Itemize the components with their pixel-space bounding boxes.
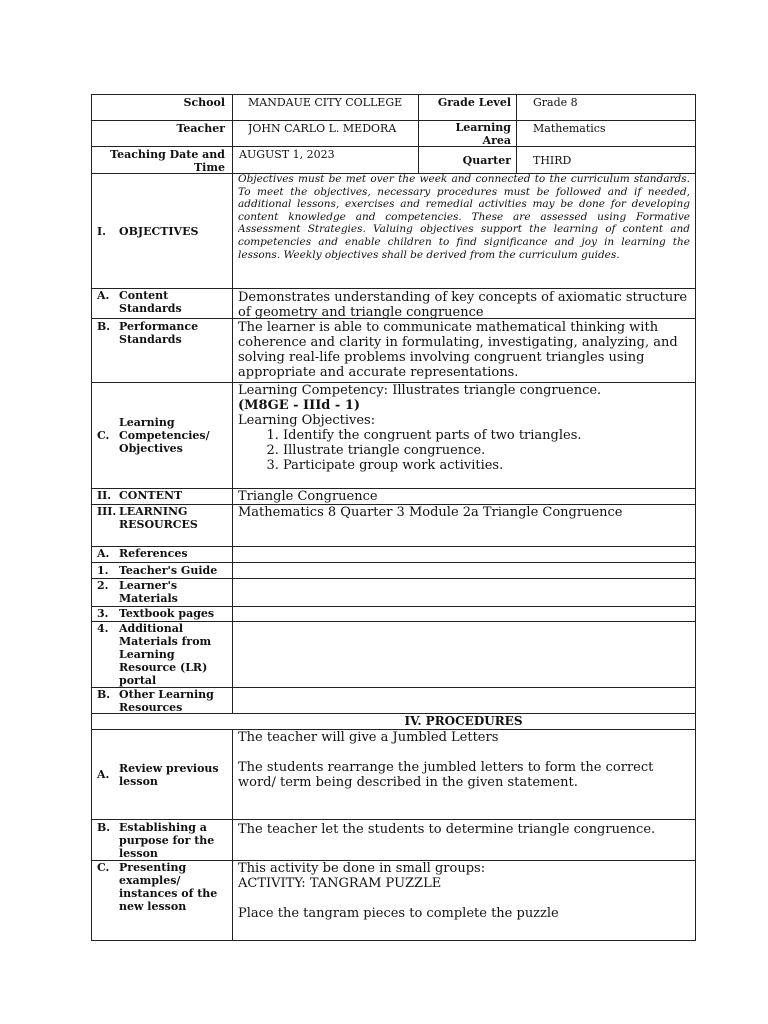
list-item: 2. Illustrate triangle congruence. [283, 443, 690, 458]
presenting-line-1: This activity be done in small groups: [238, 861, 486, 876]
review-line-2: The students rearrange the jumbled letters to form the correct word/ term being described in the given statement. [238, 760, 654, 790]
learning-resources-label: III. LEARNING RESOURCES [97, 505, 198, 531]
content-label: II. CONTENT [97, 489, 183, 502]
competency-code: (M8GE - IIId - 1) [238, 398, 361, 413]
content-standards-label: A. Content Standards [97, 289, 182, 315]
review-line-1: The teacher will give a Jumbled Letters [238, 730, 499, 745]
teaching-date-value: AUGUST 1, 2023 [239, 148, 335, 161]
teacher-value: JOHN CARLO L. MEDORA [248, 122, 397, 135]
learning-competency: Learning Competency: Illustrates triangle congruence. [238, 383, 602, 398]
learning-objectives-list [238, 428, 690, 473]
quarter-value: THIRD [533, 154, 572, 167]
purpose-text: The teacher let the students to determine triangle congruence. [238, 822, 656, 837]
additional-materials-label: 4. Additional Materials from Learning Resource (LR) portal [97, 622, 212, 687]
list-item: 3. Participate group work activities. [283, 458, 690, 473]
presenting-line-3: Place the tangram pieces to complete the puzzle [238, 906, 559, 921]
objectives-text: Objectives must be met over the week and connected to the curriculum standards. To meet the objectives, necessary procedures must be followed and if needed, additional lessons, exercises and remedial activities may be done for developing content knowledge and competencies. These are assessed using Formative Assessment Strategies. Valuing objectives support the learning of content and competencies and enable children to find significance and joy in learning the lessons. Weekly objectives shall be derived from the curriculum guides. [238, 173, 690, 261]
performance-standards-label: B. Performance Standards [97, 320, 199, 346]
school-label: School [183, 96, 225, 109]
review-label: A. Review previous lesson [97, 761, 219, 788]
teacher-label: Teacher [176, 122, 225, 135]
review-cell [238, 730, 690, 819]
competencies-cell [238, 383, 690, 488]
learning-area-value: Mathematics [533, 122, 606, 135]
grade-level-label: Grade Level [437, 96, 511, 109]
performance-standards-text: The learner is able to communicate mathematical thinking with coherence and clarity in formulating, investigating, analyzing, and solving real-life problems involving congruent triangles using appropriate and accurate representations. [238, 320, 678, 380]
content-text: Triangle Congruence [238, 489, 378, 504]
teaching-date-label: Teaching Date and Time [110, 148, 225, 173]
competencies-label: C. Learning Competencies/ Objectives [97, 416, 210, 455]
presenting-cell [238, 861, 690, 940]
list-item: 1. Identify the congruent parts of two triangles. [283, 428, 690, 443]
content-standards-text: Demonstrates understanding of key concepts of axiomatic structure of geometry and triangle congruence [238, 290, 688, 318]
presenting-label: C. Presenting examples/ instances of the new lesson [97, 861, 218, 913]
learners-materials-label: 2. Learner's Materials [97, 579, 178, 605]
teachers-guide-label: 1. Teacher's Guide [97, 564, 218, 577]
objectives-label: I. OBJECTIVES [97, 224, 199, 238]
grade-level-value: Grade 8 [533, 96, 578, 109]
school-value: MANDAUE CITY COLLEGE [248, 96, 403, 109]
presenting-line-2: ACTIVITY: TANGRAM PUZZLE [238, 876, 442, 891]
references-label: A. References [97, 547, 188, 560]
learning-resources-text: Mathematics 8 Quarter 3 Module 2a Triangle Congruence [238, 505, 623, 520]
purpose-label: B. Establishing a purpose for the lesson [97, 821, 215, 860]
textbook-pages-label: 3. Textbook pages [97, 607, 215, 620]
learning-objectives-heading: Learning Objectives: [238, 413, 376, 428]
other-resources-label: B. Other Learning Resources [97, 688, 214, 713]
procedures-title: IV. PROCEDURES [404, 714, 523, 728]
quarter-label: Quarter [462, 154, 511, 167]
learning-area-label: Learning Area [455, 121, 511, 146]
